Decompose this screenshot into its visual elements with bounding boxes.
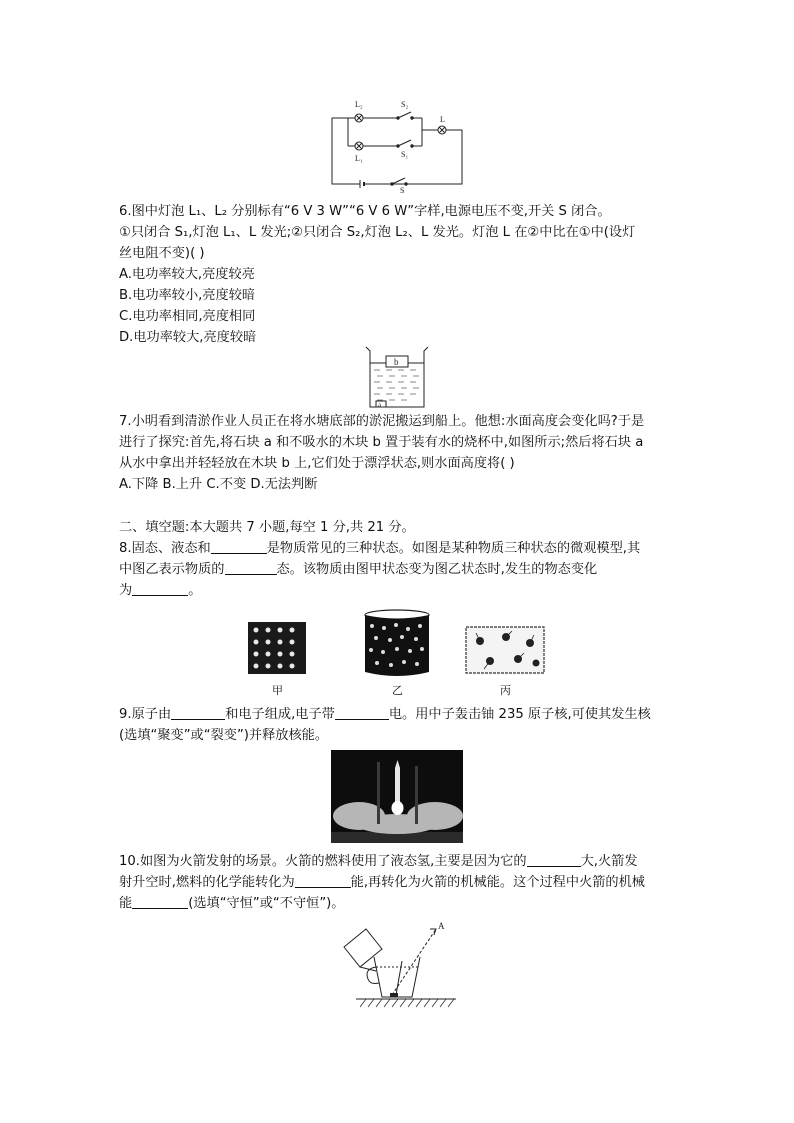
label-l2: L₂ bbox=[355, 100, 363, 109]
liquid-model-image bbox=[362, 608, 432, 680]
q10-blank-3[interactable] bbox=[132, 894, 188, 909]
section-2-heading: 二、填空题:本大题共 7 小题,每空 1 分,共 21 分。 bbox=[119, 520, 415, 535]
label-l: L bbox=[440, 115, 445, 124]
q10-blank-1[interactable] bbox=[527, 852, 581, 867]
label-a: a bbox=[378, 401, 382, 409]
q8-text-1b: 是物质常见的三种状态。如图是某种物质三种状态的微观模型,其 bbox=[266, 541, 641, 556]
q7-line-1: 7.小明看到清淤作业人员正在将水塘底部的淤泥搬运到船上。他想:水面高度会变化吗?于是 bbox=[119, 414, 645, 429]
q10-text-1b: 大,火箭发 bbox=[580, 854, 638, 869]
q10-line-3 bbox=[119, 894, 345, 914]
q10-line-1 bbox=[119, 852, 638, 872]
q8-text-1a: 8.固态、液态和 bbox=[119, 541, 211, 556]
q8-blank-1[interactable] bbox=[211, 539, 267, 554]
rocket-launch-photo bbox=[331, 750, 463, 843]
q10-text-3a: 能 bbox=[119, 896, 133, 911]
label-a-point: A bbox=[438, 921, 445, 931]
q6-option-a: A.电功率较大,亮度较亮 bbox=[119, 267, 255, 282]
q6-option-b: B.电功率较小,亮度较暗 bbox=[119, 288, 256, 303]
q8-line-2 bbox=[119, 560, 597, 580]
q9-blank-1[interactable] bbox=[171, 705, 225, 720]
q10-text-3b: (选填“守恒”或“不守恒”)。 bbox=[188, 896, 345, 911]
q8-line-3 bbox=[119, 581, 201, 601]
q7-options: A.下降 B.上升 C.不变 D.无法判断 bbox=[119, 477, 318, 492]
q8-blank-2[interactable] bbox=[225, 560, 277, 575]
label-s2: S₂ bbox=[401, 100, 409, 109]
q8-text-2a: 中图乙表示物质的 bbox=[119, 562, 225, 577]
label-b: b bbox=[394, 357, 399, 367]
solid-model-image bbox=[246, 620, 308, 676]
q6-line-2: ①只闭合 S₁,灯泡 L₁、L 发光;②只闭合 S₂,灯泡 L₂、L 发光。灯泡 L 在②中比在①中(设灯 bbox=[119, 225, 636, 240]
q6-option-d: D.电功率较大,亮度较暗 bbox=[119, 330, 257, 345]
q10-blank-2[interactable] bbox=[295, 873, 351, 888]
q8-text-3a: 为 bbox=[119, 583, 133, 598]
caption-jia: 甲 bbox=[272, 684, 283, 697]
q8-line-1 bbox=[119, 539, 640, 559]
q8-blank-3[interactable] bbox=[132, 581, 188, 596]
gas-model-image bbox=[464, 625, 546, 675]
q6-line-1: 6.图中灯泡 L₁、L₂ 分别标有“6 V 3 W”“6 V 6 W”字样,电源电压不变,开关 S 闭合。 bbox=[119, 204, 611, 219]
circuit-diagram bbox=[318, 96, 468, 194]
q10-line-2 bbox=[119, 873, 645, 893]
label-s: S bbox=[400, 186, 405, 194]
q10-text-1a: 10.如图为火箭发射的场景。火箭的燃料使用了液态氢,主要是因为它的 bbox=[119, 854, 527, 869]
q10-text-2b: 能,再转化为火箭的机械能。这个过程中火箭的机械 bbox=[350, 875, 645, 890]
q8-text-2b: 态。该物质由图甲状态变为图乙状态时,发生的物态变化 bbox=[276, 562, 598, 577]
label-s1: S₁ bbox=[401, 150, 409, 159]
caption-bing: 丙 bbox=[500, 684, 511, 697]
q9-text-1b: 和电子组成,电子带 bbox=[225, 707, 335, 722]
q9-line-2: (选填“聚变”或“裂变”)并释放核能。 bbox=[119, 728, 329, 743]
q9-blank-2[interactable] bbox=[335, 705, 389, 720]
q7-line-2: 进行了探究:首先,将石块 a 和不吸水的木块 b 置于装有水的烧杯中,如图所示;然后将石块 a bbox=[119, 435, 644, 450]
q9-text-1c: 电。用中子轰击铀 235 原子核,可使其发生核 bbox=[388, 707, 651, 722]
light-cup-figure bbox=[336, 915, 462, 1011]
q9-text-1a: 9.原子由 bbox=[119, 707, 172, 722]
q7-line-3: 从水中拿出并轻轻放在木块 b 上,它们处于漂浮状态,则水面高度将( ) bbox=[119, 456, 515, 471]
q9-line-1 bbox=[119, 705, 651, 725]
caption-yi: 乙 bbox=[392, 684, 403, 697]
label-l1: L₁ bbox=[355, 154, 363, 163]
q6-option-c: C.电功率相同,亮度相同 bbox=[119, 309, 256, 324]
beaker-figure bbox=[362, 343, 432, 409]
q10-text-2a: 射升空时,燃料的化学能转化为 bbox=[119, 875, 295, 890]
q6-line-3: 丝电阻不变)( ) bbox=[119, 246, 205, 261]
q8-text-3b: 。 bbox=[188, 583, 202, 598]
